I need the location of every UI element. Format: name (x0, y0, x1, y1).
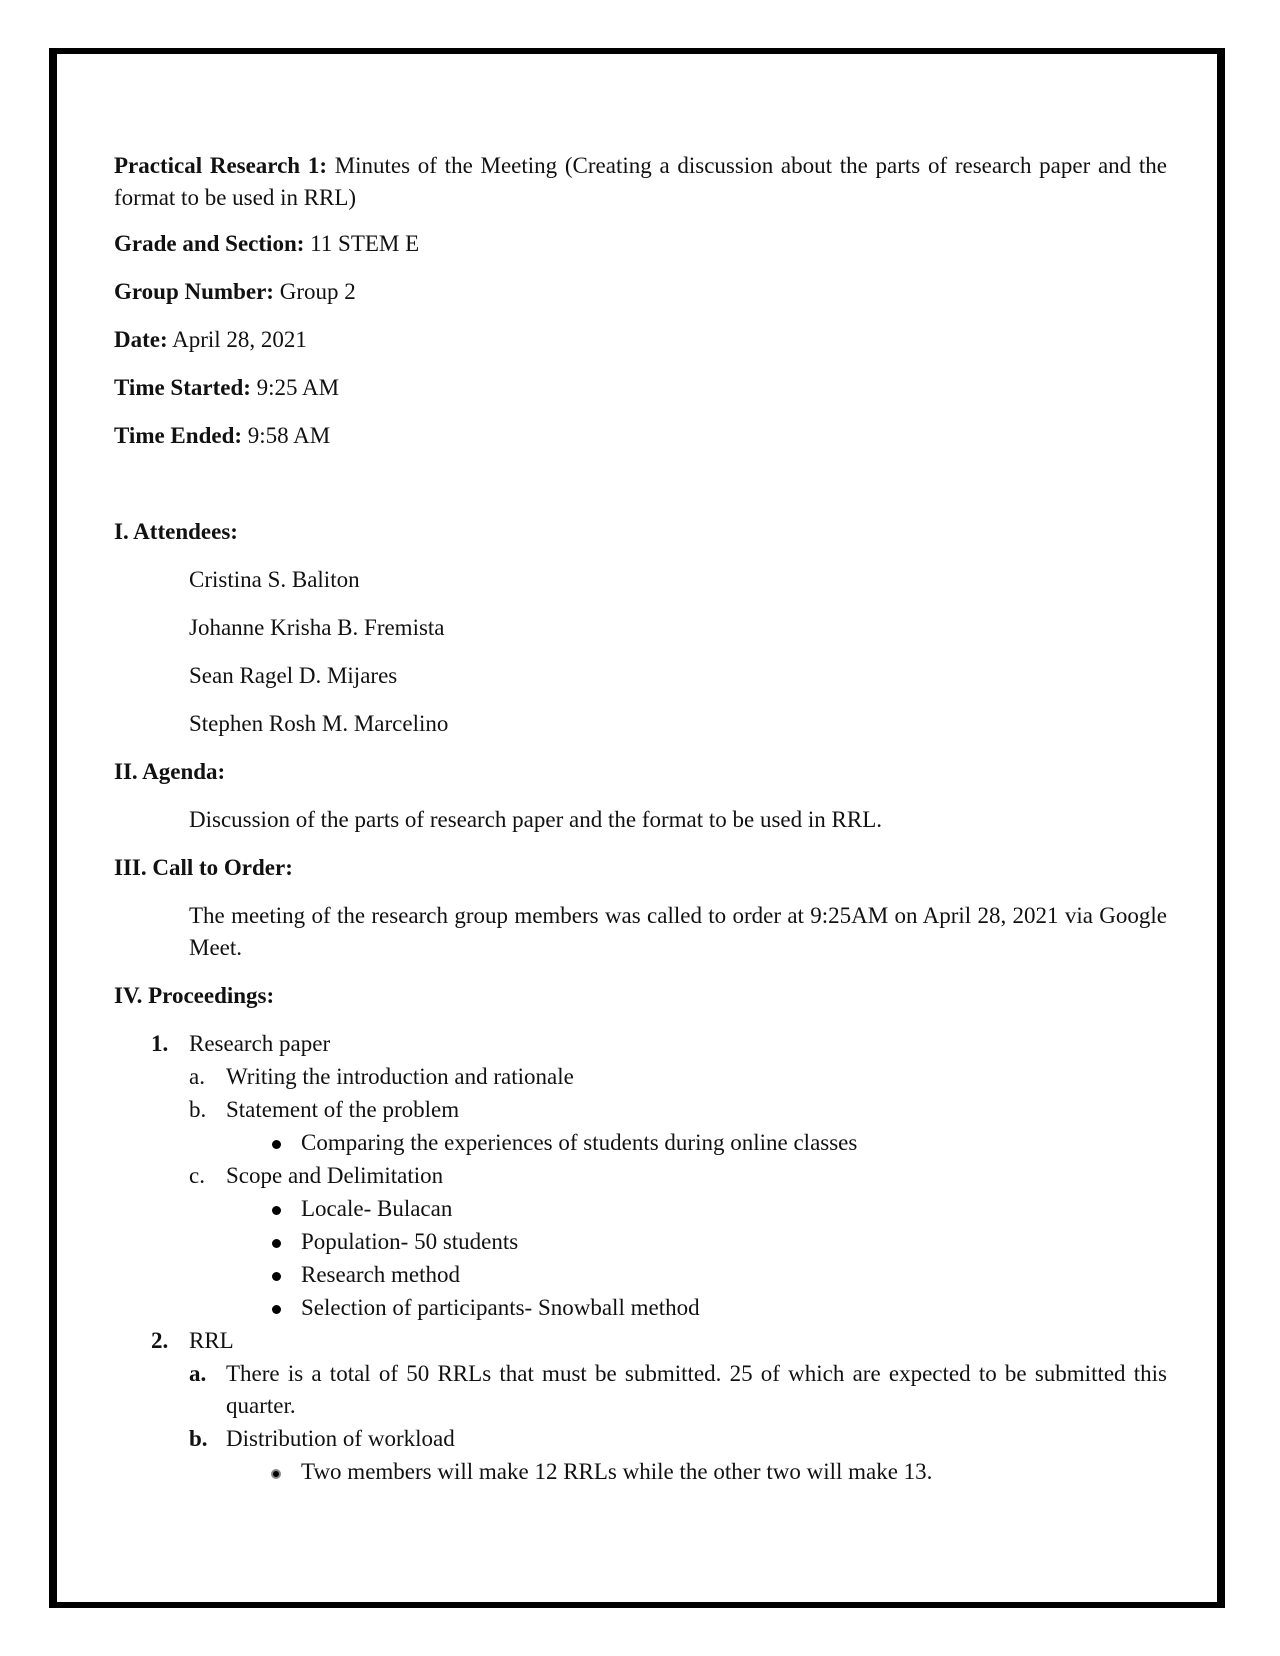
field-group-number: Group Number: Group 2 (114, 279, 356, 304)
list-marker: b. (189, 1426, 208, 1451)
bullet-icon (264, 1127, 288, 1159)
list-item: b. Distribution of workload (114, 1423, 1167, 1455)
attendees-heading: I. Attendees: (114, 519, 238, 544)
list-item: Population- 50 students (114, 1226, 1167, 1258)
list-item: Research method (114, 1259, 1167, 1291)
field-date: Date: April 28, 2021 (114, 327, 307, 352)
list-item: Comparing the experiences of students during online classes (114, 1127, 1167, 1159)
list-item: Selection of participants- Snowball method (114, 1292, 1167, 1324)
document-body (114, 150, 1167, 1489)
list-item: Two members will make 12 RRLs while the other two will make 13. (114, 1456, 1167, 1488)
list-item: 2. RRL (114, 1325, 1167, 1357)
list-marker: 2. (151, 1328, 169, 1353)
list-item: c. Scope and Delimitation (114, 1160, 1167, 1192)
field-time-started: Time Started: 9:25 AM (114, 375, 340, 400)
bullet-icon (264, 1193, 288, 1225)
call-to-order-text: The meeting of the research group members was called to order at 9:25AM on April 28, 2021 via Google Meet. (189, 903, 1167, 960)
list-item: a. There is a total of 50 RRLs that must be submitted. 25 of which are expected to be submitted this quarter. (114, 1358, 1167, 1422)
bullet-icon (264, 1226, 288, 1258)
list-marker: a. (189, 1064, 205, 1089)
list-item: a. Writing the introduction and rationale (114, 1061, 1167, 1093)
list-item: 1. Research paper (114, 1028, 1167, 1060)
list-marker: b. (189, 1097, 207, 1122)
bullet-icon (264, 1292, 288, 1324)
list-item: Locale- Bulacan (114, 1193, 1167, 1225)
attendee-name: Sean Ragel D. Mijares (189, 663, 398, 688)
attendee-name: Stephen Rosh M. Marcelino (189, 711, 449, 736)
agenda-heading: II. Agenda: (114, 759, 226, 784)
list-item: b. Statement of the problem (114, 1094, 1167, 1126)
attendee-name: Cristina S. Baliton (189, 567, 360, 592)
list-marker: c. (189, 1163, 205, 1188)
proceedings-list (114, 1028, 1167, 1488)
attendees-list (114, 564, 1167, 740)
attendee-name: Johanne Krisha B. Fremista (189, 615, 445, 640)
bullet-icon (264, 1259, 288, 1291)
field-time-ended: Time Ended: 9:58 AM (114, 423, 331, 448)
proceedings-heading: IV. Proceedings: (114, 983, 275, 1008)
field-grade-section: Grade and Section: 11 STEM E (114, 231, 420, 256)
document-title: Practical Research 1: Minutes of the Meeting (Creating a discussion about the parts of research paper and the format to be used in RRL) (114, 153, 1167, 210)
bullet-icon (264, 1456, 288, 1488)
list-marker: a. (189, 1361, 207, 1386)
agenda-text: Discussion of the parts of research paper and the format to be used in RRL. (189, 807, 882, 832)
call-to-order-heading: III. Call to Order: (114, 855, 293, 880)
list-marker: 1. (151, 1031, 169, 1056)
